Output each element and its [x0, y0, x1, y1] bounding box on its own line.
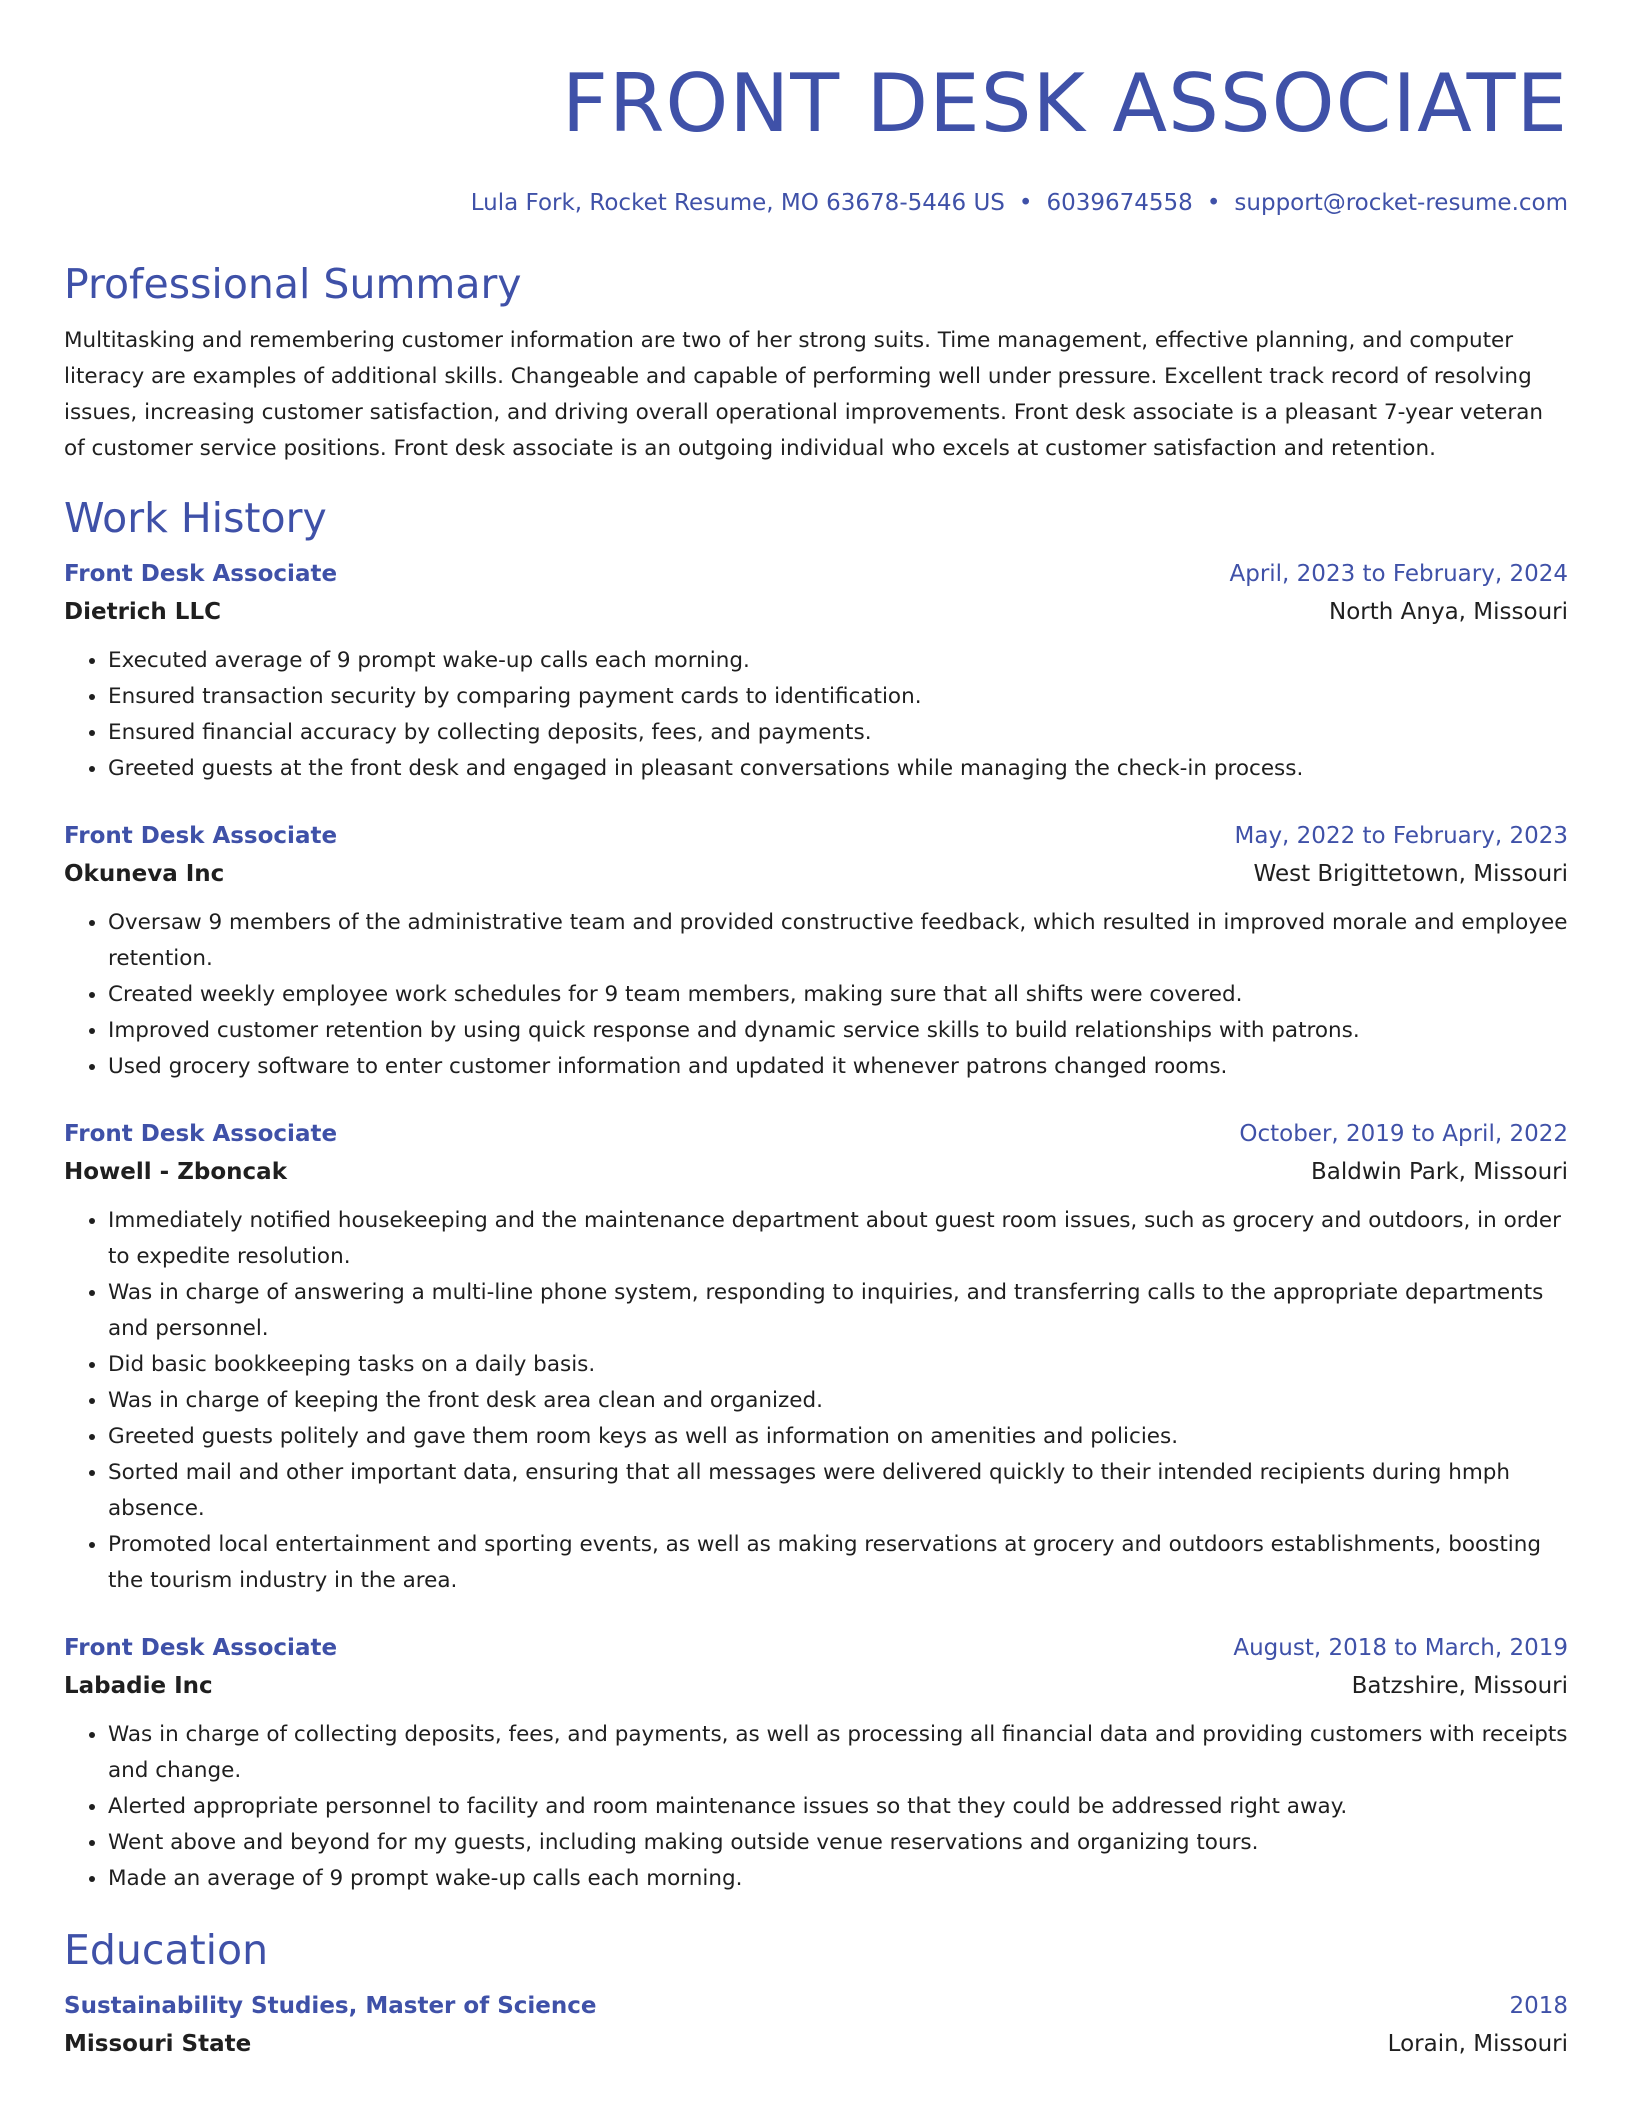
job-dates: August, 2018 to March, 2019: [1233, 1635, 1568, 1661]
contact-email[interactable]: support@rocket-resume.com: [1234, 190, 1568, 216]
job-company: Labadie Inc: [64, 1673, 213, 1699]
contact-line: [64, 188, 1568, 218]
education-school-row: [64, 2025, 1568, 2063]
job-bullet: • Used grocery software to enter customer information and updated it whenever patrons changed rooms.: [108, 1049, 1568, 1085]
education-year: 2018: [1509, 1993, 1568, 2019]
job-bullet: • Was in charge of keeping the front desk area clean and organized.: [108, 1383, 1568, 1419]
job-title: Front Desk Associate: [64, 1635, 338, 1661]
job-title: Front Desk Associate: [64, 1121, 338, 1147]
resume-header: [64, 0, 1568, 218]
job-bullets: [64, 643, 1568, 787]
job-header-row: [64, 817, 1568, 855]
job-bullet: • Ensured financial accuracy by collecting deposits, fees, and payments.: [108, 715, 1568, 751]
job-entry: [64, 555, 1568, 787]
job-title: Front Desk Associate: [64, 823, 338, 849]
job-title: Front Desk Associate: [64, 561, 338, 587]
job-bullet: • Was in charge of collecting deposits, fees, and payments, as well as processing all financial data and providing customers with receipts and change.: [108, 1717, 1568, 1789]
job-bullet: • Went above and beyond for my guests, including making outside venue reservations and organizing tours.: [108, 1825, 1568, 1861]
education-heading: Education: [64, 1926, 269, 1974]
education-location: Lorain, Missouri: [1387, 2031, 1568, 2057]
education-header-row: [64, 1987, 1568, 2025]
job-bullet: • Was in charge of answering a multi-line phone system, responding to inquiries, and transferring calls to the appropriate departments and personnel.: [108, 1275, 1568, 1347]
job-header-row: [64, 555, 1568, 593]
job-bullet: • Greeted guests at the front desk and engaged in pleasant conversations while managing the check-in process.: [108, 751, 1568, 787]
job-header-row: [64, 1115, 1568, 1153]
job-company-row: [64, 855, 1568, 893]
job-bullet: • Immediately notified housekeeping and the maintenance department about guest room issues, such as grocery and outdoors, in order to expedite resolution.: [108, 1203, 1568, 1275]
job-company: Dietrich LLC: [64, 599, 222, 625]
job-header-row: [64, 1629, 1568, 1667]
contact-address: Lula Fork, Rocket Resume, MO 63678-5446 US: [470, 190, 1005, 216]
job-bullets: [64, 1203, 1568, 1599]
job-bullets: [64, 905, 1568, 1085]
job-company: Okuneva Inc: [64, 861, 225, 887]
job-bullet: • Created weekly employee work schedules for 9 team members, making sure that all shifts were covered.: [108, 977, 1568, 1013]
job-dates: October, 2019 to April, 2022: [1239, 1121, 1568, 1147]
job-dates: May, 2022 to February, 2023: [1234, 823, 1568, 849]
education-school: Missouri State: [64, 2031, 252, 2057]
job-bullet: • Improved customer retention by using quick response and dynamic service skills to build relationships with patrons.: [108, 1013, 1568, 1049]
job-bullet: • Made an average of 9 prompt wake-up calls each morning.: [108, 1861, 1568, 1897]
job-bullet: • Greeted guests politely and gave them room keys as well as information on amenities and policies.: [108, 1419, 1568, 1455]
job-company: Howell - Zboncak: [64, 1159, 287, 1185]
job-company-row: [64, 1153, 1568, 1191]
job-bullet: • Promoted local entertainment and sporting events, as well as making reservations at grocery and outdoors establishments, boosting the tourism industry in the area.: [108, 1527, 1568, 1599]
job-company-row: [64, 593, 1568, 631]
job-dates: April, 2023 to February, 2024: [1229, 561, 1568, 587]
summary-heading: Professional Summary: [64, 260, 522, 308]
summary-text: Multitasking and remembering customer information are two of her strong suits. Time management, effective planning, and computer literacy are examples of additional skills. Changeable and capable of performing well under pressure. Excellent track record of resolving issues, increasing customer satisfaction, and driving overall operational improvements. Front desk associate is a pleasant 7-year veteran of customer service positions. Front desk associate is an outgoing individual who excels at customer satisfaction and retention.: [64, 328, 1544, 461]
contact-separator: •: [1018, 190, 1033, 216]
job-bullets: [64, 1717, 1568, 1897]
job-location: West Brigittetown, Missouri: [1253, 861, 1568, 887]
job-entry: [64, 1629, 1568, 1897]
job-location: Baldwin Park, Missouri: [1311, 1159, 1568, 1185]
resume-name: FRONT DESK ASSOCIATE: [561, 57, 1568, 150]
contact-phone: 6039674558: [1046, 190, 1193, 216]
work-history-heading: Work History: [64, 494, 327, 542]
job-location: Batzshire, Missouri: [1351, 1673, 1568, 1699]
job-bullet: • Oversaw 9 members of the administrative team and provided constructive feedback, which resulted in improved morale and employee retention.: [108, 905, 1568, 977]
job-bullet: • Alerted appropriate personnel to facility and room maintenance issues so that they could be addressed right away.: [108, 1789, 1568, 1825]
job-location: North Anya, Missouri: [1329, 599, 1568, 625]
job-company-row: [64, 1667, 1568, 1705]
job-entry: [64, 817, 1568, 1085]
contact-separator: •: [1206, 190, 1221, 216]
job-bullet: • Did basic bookkeeping tasks on a daily basis.: [108, 1347, 1568, 1383]
education-degree: Sustainability Studies, Master of Science: [64, 1993, 597, 2019]
job-bullet: • Ensured transaction security by comparing payment cards to identification.: [108, 679, 1568, 715]
education-entry: [64, 1987, 1568, 2063]
job-entry: [64, 1115, 1568, 1599]
job-bullet: • Executed average of 9 prompt wake-up calls each morning.: [108, 643, 1568, 679]
job-bullet: • Sorted mail and other important data, ensuring that all messages were delivered quickly to their intended recipients during hmph absence.: [108, 1455, 1568, 1527]
